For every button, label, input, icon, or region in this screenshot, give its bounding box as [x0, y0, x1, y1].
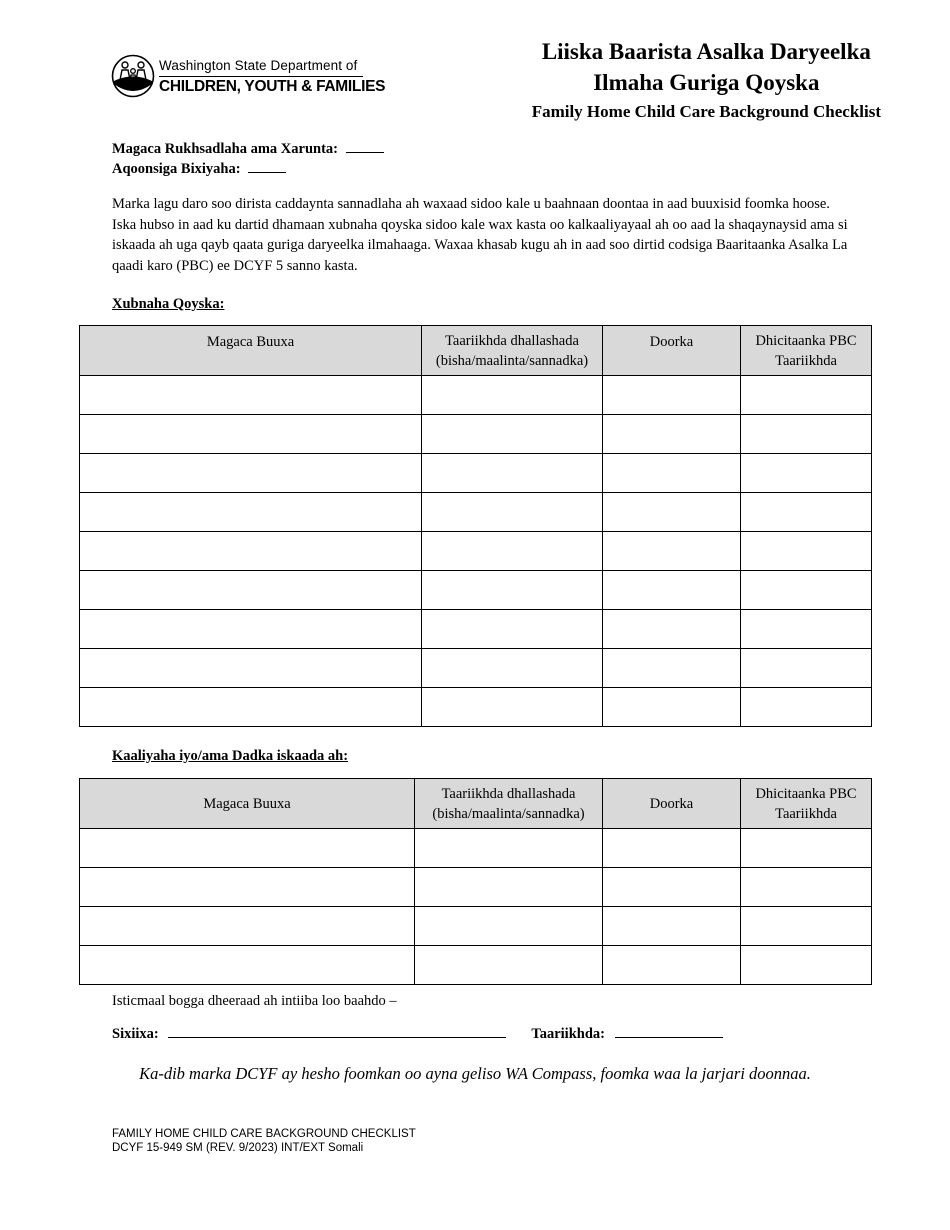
table-row: [80, 376, 872, 415]
dob-cell[interactable]: [415, 868, 603, 907]
role-cell[interactable]: [603, 610, 741, 649]
role-cell[interactable]: [603, 946, 741, 985]
dob-cell[interactable]: [422, 649, 603, 688]
dob-cell[interactable]: [415, 907, 603, 946]
signature-row: [112, 1024, 723, 1043]
role-cell[interactable]: [603, 688, 741, 727]
title-english: Family Home Child Care Background Checklist: [531, 102, 881, 121]
name-cell[interactable]: [80, 907, 415, 946]
dob-cell[interactable]: [422, 493, 603, 532]
role-cell[interactable]: [603, 868, 741, 907]
table-row: [80, 829, 872, 868]
pbc-cell[interactable]: [741, 868, 872, 907]
provider-id-label: Aqoonsiga Bixiyaha:: [112, 161, 241, 177]
role-cell[interactable]: [603, 907, 741, 946]
logo-department-text: Washington State Department of: [159, 58, 358, 73]
assistants-table: [79, 778, 872, 985]
dob-cell[interactable]: [422, 532, 603, 571]
role-cell[interactable]: [603, 493, 741, 532]
table-row: [80, 907, 872, 946]
title-line-1: Liiska Baarista Asalka Daryeelka: [541, 39, 871, 64]
dob-cell[interactable]: [415, 946, 603, 985]
col-role: Doorka: [603, 779, 741, 829]
col-full-name: Magaca Buuxa: [80, 779, 415, 829]
date-field[interactable]: [615, 1024, 723, 1038]
role-cell[interactable]: [603, 649, 741, 688]
name-cell[interactable]: [80, 376, 422, 415]
instructions-paragraph: Marka lagu daro soo dirista caddaynta sannadlaha ah waxaad sidoo kale u baahnaan doontaa in aad buuxisid foomka hoose. Iska hubso in aad ku dartid dhamaan xubnaha qoyska sidoo kale wax kasta oo kalkaaliyayaal ah oo aad la shaqaynaysid ama si iskaada ah uga qayb qaata guriga daryeelka ilmahaaga. Waxaa khasab kugu ah in aad soo dirtid codsiga Baaritaanka Asalka La qaadi karo (PBC) ee DCYF 5 sanno kasta.: [112, 196, 848, 274]
name-cell[interactable]: [80, 829, 415, 868]
extra-page-note: Isticmaal bogga dheeraad ah intiiba loo baahdo –: [112, 993, 397, 1009]
pbc-cell[interactable]: [741, 376, 872, 415]
pbc-cell[interactable]: [741, 688, 872, 727]
table-row: [80, 571, 872, 610]
pbc-cell[interactable]: [741, 415, 872, 454]
pbc-cell[interactable]: [741, 649, 872, 688]
pbc-cell[interactable]: [741, 829, 872, 868]
table-row: [80, 868, 872, 907]
pbc-cell[interactable]: [741, 907, 872, 946]
table-row: [80, 493, 872, 532]
dob-cell[interactable]: [422, 415, 603, 454]
dob-cell[interactable]: [422, 376, 603, 415]
signature-label: Sixiixa:: [112, 1026, 159, 1042]
name-cell[interactable]: [80, 868, 415, 907]
table-row: [80, 454, 872, 493]
pbc-cell[interactable]: [741, 610, 872, 649]
family-section-heading: Xubnaha Qoyska:: [112, 296, 225, 312]
family-members-table: [79, 325, 872, 727]
col-birth-date: Taariikhda dhallashada (bisha/maalinta/sannadka): [415, 779, 603, 829]
logo-divider: [159, 76, 363, 77]
title-line-2: Ilmaha Guriga Qoyska: [593, 70, 820, 95]
form-title: [532, 36, 881, 124]
role-cell[interactable]: [603, 829, 741, 868]
pbc-cell[interactable]: [741, 493, 872, 532]
col-role: Doorka: [603, 326, 741, 376]
dob-cell[interactable]: [422, 454, 603, 493]
name-cell[interactable]: [80, 415, 422, 454]
col-birth-date: Taariikhda dhallashada (bisha/maalinta/sannadka): [422, 326, 603, 376]
name-cell[interactable]: [80, 571, 422, 610]
role-cell[interactable]: [603, 454, 741, 493]
dob-cell[interactable]: [422, 571, 603, 610]
table-row: [80, 688, 872, 727]
col-full-name: Magaca Buuxa: [80, 326, 422, 376]
logo-agency-text: CHILDREN, YOUTH & FAMILIES: [159, 78, 386, 95]
dob-cell[interactable]: [422, 610, 603, 649]
col-pbc-expiration: Dhicitaanka PBC Taariikhda: [741, 779, 872, 829]
dcyf-logo: [111, 54, 386, 102]
family-emblem-icon: [111, 54, 155, 98]
signature-field[interactable]: [168, 1024, 506, 1038]
name-cell[interactable]: [80, 610, 422, 649]
role-cell[interactable]: [603, 571, 741, 610]
provider-id-field[interactable]: [248, 159, 286, 173]
col-pbc-expiration: Dhicitaanka PBC Taariikhda: [741, 326, 872, 376]
pbc-cell[interactable]: [741, 454, 872, 493]
table-header-row: [80, 326, 872, 376]
assistant-section-heading: Kaaliyaha iyo/ama Dadka iskaada ah:: [112, 748, 349, 764]
footer-form-number: DCYF 15-949 SM (REV. 9/2023) INT/EXT Somali: [112, 1141, 364, 1154]
pbc-cell[interactable]: [741, 571, 872, 610]
date-label: Taariikhda:: [531, 1026, 605, 1042]
name-cell[interactable]: [80, 649, 422, 688]
name-cell[interactable]: [80, 532, 422, 571]
name-cell[interactable]: [80, 946, 415, 985]
table-row: [80, 946, 872, 985]
table-row: [80, 610, 872, 649]
role-cell[interactable]: [603, 415, 741, 454]
name-cell[interactable]: [80, 688, 422, 727]
dob-cell[interactable]: [422, 688, 603, 727]
pbc-cell[interactable]: [741, 946, 872, 985]
role-cell[interactable]: [603, 532, 741, 571]
role-cell[interactable]: [603, 376, 741, 415]
table-row: [80, 649, 872, 688]
table-header-row: [80, 779, 872, 829]
name-cell[interactable]: [80, 493, 422, 532]
pbc-cell[interactable]: [741, 532, 872, 571]
license-name-row: [112, 139, 384, 159]
footer-form-name: FAMILY HOME CHILD CARE BACKGROUND CHECKLIST: [112, 1128, 416, 1140]
compass-note: Ka-dib marka DCYF ay hesho foomkan oo ayna geliso WA Compass, foomka waa la jarjari doonnaa.: [139, 1064, 811, 1083]
name-cell[interactable]: [80, 454, 422, 493]
table-row: [80, 532, 872, 571]
provider-id-row: [112, 159, 384, 179]
license-name-label: Magaca Rukhsadlaha ama Xarunta:: [112, 141, 338, 157]
dob-cell[interactable]: [415, 829, 603, 868]
form-footer: [112, 1128, 416, 1155]
license-name-field[interactable]: [346, 139, 384, 153]
table-row: [80, 415, 872, 454]
provider-fields: [112, 139, 384, 179]
